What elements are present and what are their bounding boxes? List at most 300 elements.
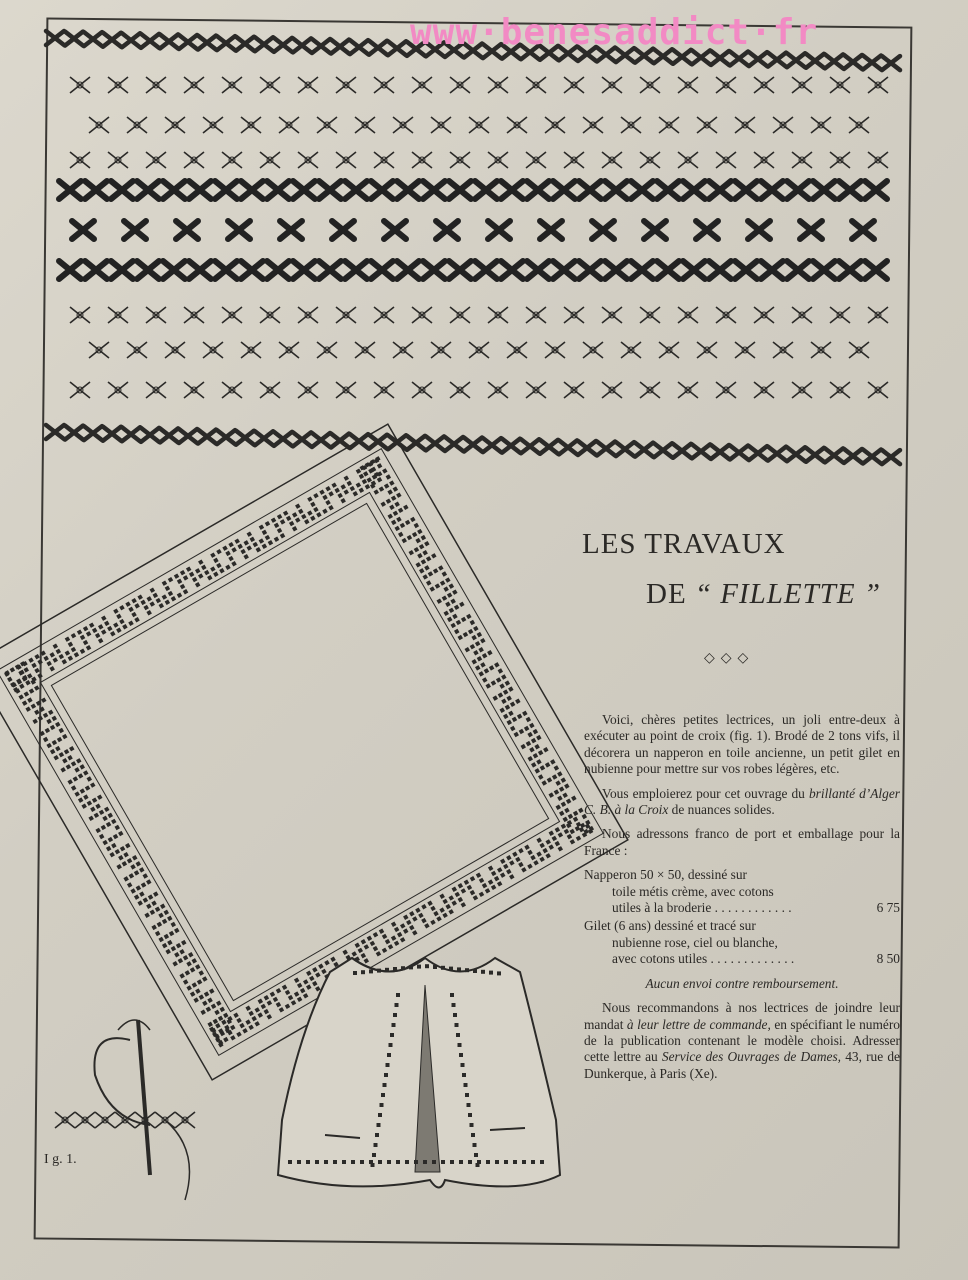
napkin-stitch: [207, 575, 212, 580]
napkin-stitch: [223, 1013, 228, 1018]
napkin-stitch: [147, 596, 152, 601]
dark-cross: [137, 261, 159, 279]
napkin-stitch: [134, 603, 139, 608]
napkin-stitch: [550, 759, 555, 764]
vest-stitch: [393, 1013, 397, 1017]
outline-cross: [526, 382, 546, 398]
outline-cross: [488, 382, 508, 398]
napkin-stitch: [111, 843, 116, 848]
dark-cross: [592, 221, 614, 239]
napkin-stitch: [256, 547, 261, 552]
napkin-stitch: [165, 586, 170, 591]
napkin-stitch: [283, 510, 288, 515]
napkin-stitch: [115, 825, 120, 830]
napkin-stitch: [479, 878, 484, 883]
napkin-stitch: [421, 904, 426, 909]
napkin-stitch: [313, 493, 318, 498]
napkin-stitch: [479, 671, 484, 676]
napkin-stitch: [83, 770, 88, 775]
napkin-stitch: [473, 895, 478, 900]
napkin-stitch: [506, 695, 511, 700]
figure-label: I g. 1.: [44, 1152, 77, 1167]
napkin-stitch: [201, 565, 206, 570]
dark-cross: [735, 261, 757, 279]
napkin-stitch: [416, 562, 421, 567]
vest-stitch: [360, 1160, 364, 1164]
napkin-stitch: [213, 572, 218, 577]
napkin-stitch: [417, 529, 422, 534]
vest-stitch: [449, 967, 453, 971]
dark-cross: [293, 261, 315, 279]
dark-cross: [319, 261, 341, 279]
napkin-stitch: [220, 1007, 225, 1012]
napkin-stitch: [529, 723, 534, 728]
napkin-stitch: [388, 514, 393, 519]
top-cross-band: [160, 34, 178, 48]
outline-cross: [849, 342, 869, 358]
napkin-stitch: [555, 827, 560, 832]
vest-stitch: [471, 1133, 475, 1137]
napkin-stitch: [527, 864, 532, 869]
outline-cross: [260, 382, 280, 398]
napkin-stitch: [437, 598, 442, 603]
napkin-stitch: [218, 1016, 223, 1021]
napkin-stitch: [519, 729, 524, 734]
napkin-stitch: [507, 720, 512, 725]
napkin-stitch: [132, 855, 137, 860]
napkin-stitch: [521, 744, 526, 749]
napkin-stitch: [470, 890, 475, 895]
napkin-stitch: [160, 904, 165, 909]
dark-cross: [761, 261, 783, 279]
napkin-stitch: [503, 864, 508, 869]
vest-stitch: [497, 971, 501, 975]
napkin-stitch: [73, 776, 78, 781]
outline-cross: [393, 342, 413, 358]
napkin-stitch: [195, 988, 200, 993]
napkin-stitch: [216, 563, 221, 568]
dark-cross: [189, 261, 211, 279]
napkin-stitch: [470, 876, 475, 881]
napkin-stitch: [66, 764, 71, 769]
napkin-stitch: [27, 697, 32, 702]
outline-cross: [108, 152, 128, 168]
outline-cross: [811, 342, 831, 358]
napkin-stitch: [400, 923, 405, 928]
outline-cross: [89, 342, 109, 358]
price-line: avec cotons utiles . . . . . . . . . . . . .: [612, 951, 795, 967]
dark-cross: [345, 181, 367, 199]
napkin-stitch: [158, 913, 163, 918]
dark-cross: [436, 221, 458, 239]
vest-stitch: [375, 1133, 379, 1137]
napkin-stitch: [566, 799, 571, 804]
vest-stitch: [495, 1160, 499, 1164]
dark-cross: [657, 181, 679, 199]
napkin-stitch: [87, 800, 92, 805]
napkin-stitch: [85, 785, 90, 790]
napkin-stitch: [536, 759, 541, 764]
napkin-stitch: [402, 538, 407, 543]
napkin-stitch: [539, 857, 544, 862]
bottom-cross-band: [749, 446, 767, 460]
napkin-stitch: [258, 999, 263, 1004]
napkin-stitch: [367, 477, 372, 482]
outline-cross: [450, 152, 470, 168]
napkin-stitch: [291, 1000, 296, 1005]
napkin-stitch: [102, 840, 107, 845]
napkin-stitch: [179, 973, 184, 978]
vest-stitch: [417, 965, 421, 969]
napkin-stitch: [210, 552, 215, 557]
bottom-cross-band: [635, 443, 653, 457]
napkin-stitch: [412, 930, 417, 935]
napkin-stitch: [531, 762, 536, 767]
dark-cross: [267, 261, 289, 279]
bottom-cross-band: [711, 445, 729, 459]
napkin-stitch: [52, 716, 57, 721]
top-cross-band: [198, 36, 216, 50]
outline-cross: [222, 382, 242, 398]
napkin-stitch: [355, 943, 360, 948]
vest-stitch: [389, 1043, 393, 1047]
napkin-stitch: [74, 791, 79, 796]
vest-drawing: [278, 958, 560, 1188]
napkin-stitch: [549, 792, 554, 797]
top-cross-band: [84, 32, 102, 46]
napkin-stitch: [364, 958, 369, 963]
napkin-stitch: [442, 571, 447, 576]
napkin-stitch: [394, 941, 399, 946]
napkin-stitch: [40, 650, 45, 655]
napkin-stitch: [407, 535, 412, 540]
outline-cross: [412, 382, 432, 398]
vest-stitch: [425, 964, 429, 968]
napkin-stitch: [570, 829, 575, 834]
vest-stitch: [441, 966, 445, 970]
napkin-stitch: [394, 927, 399, 932]
dark-cross: [553, 261, 575, 279]
napkin-stitch: [424, 565, 429, 570]
napkin-stitch: [562, 792, 567, 797]
napkin-stitch: [162, 580, 167, 585]
napkin-stitch: [508, 711, 513, 716]
napkin-stitch: [359, 474, 364, 479]
napkin-stitch: [303, 979, 308, 984]
napkin-stitch: [210, 566, 215, 571]
vest-stitch: [459, 1160, 463, 1164]
napkin-stitch: [473, 626, 478, 631]
napkin-stitch: [104, 807, 109, 812]
outline-cross: [203, 342, 223, 358]
napkin-stitch: [449, 608, 454, 613]
bottom-cross-band: [863, 450, 881, 464]
napkin-stitch: [192, 577, 197, 582]
napkin-stitch: [19, 684, 24, 689]
napkin-stitch: [97, 794, 102, 799]
napkin-stitch: [34, 668, 39, 673]
dark-cross: [163, 261, 185, 279]
napkin-stitch: [512, 852, 517, 857]
napkin-stitch: [146, 610, 151, 615]
napkin-stitch: [243, 554, 248, 559]
napkin-stitch: [95, 804, 100, 809]
napkin-stitch: [198, 559, 203, 564]
vest-stitch: [458, 1043, 462, 1047]
outline-cross: [602, 382, 622, 398]
napkin-stitch: [151, 900, 156, 905]
napkin-stitch: [95, 633, 100, 638]
napkin-stitch: [552, 774, 557, 779]
napkin-stitch: [276, 988, 281, 993]
napkin-stitch: [533, 753, 538, 758]
napkin-stitch: [382, 468, 387, 473]
napkin-stitch: [463, 632, 468, 637]
napkin-stitch: [180, 570, 185, 575]
napkin-stitch: [576, 836, 581, 841]
vest-stitch: [390, 1033, 394, 1037]
outline-cross: [184, 77, 204, 93]
vest-stitch: [405, 1160, 409, 1164]
outline-cross: [412, 307, 432, 323]
napkin-stitch: [557, 771, 562, 776]
napkin-stitch: [250, 537, 255, 542]
napkin-stitch: [186, 985, 191, 990]
napkin-stitch: [508, 686, 513, 691]
napkin-stitch: [325, 486, 330, 491]
dark-cross: [865, 181, 887, 199]
napkin-stitch: [310, 502, 315, 507]
napkin-stitch: [477, 656, 482, 661]
napkin-stitch: [412, 532, 417, 537]
napkin-stitch: [25, 706, 30, 711]
napkin-stitch: [92, 797, 97, 802]
napkin-stitch: [37, 673, 42, 678]
vest-stitch: [342, 1160, 346, 1164]
vest-stitch: [450, 1160, 454, 1164]
napkin-stitch: [430, 586, 435, 591]
vest-stitch: [396, 993, 400, 997]
bottom-cross-band: [464, 438, 482, 452]
napkin-stitch: [276, 1002, 281, 1007]
napkin-stitch: [167, 940, 172, 945]
notice-no-cod: Aucun envoi contre remboursement.: [645, 975, 839, 991]
napkin-stitch: [294, 978, 299, 983]
napkin-stitch: [280, 519, 285, 524]
outline-cross: [792, 382, 812, 398]
napkin-stitch: [330, 957, 335, 962]
napkin-stitch: [89, 622, 94, 627]
napkin-stitch: [505, 705, 510, 710]
napkin-stitch: [116, 628, 121, 633]
vest-stitch: [324, 1160, 328, 1164]
ordering-text: Nous recommandons à nos lectrices de joindre leur mandat: [584, 1000, 900, 1032]
napkin-stitch: [292, 526, 297, 531]
napkin-stitch: [443, 586, 448, 591]
napkin-stitch: [439, 894, 444, 899]
bottom-cross-band: [502, 439, 520, 453]
dark-cross: [501, 181, 523, 199]
napkin-stitch: [50, 749, 55, 754]
napkin-stitch: [447, 592, 452, 597]
napkin-stitch: [120, 846, 125, 851]
napkin-stitch: [306, 984, 311, 989]
napkin-stitch: [564, 808, 569, 813]
outline-cross: [488, 152, 508, 168]
outline-cross: [488, 77, 508, 93]
outline-cross: [393, 117, 413, 133]
napkin-stitch: [359, 488, 364, 493]
napkin-stitch: [499, 683, 504, 688]
napkin-stitch: [555, 780, 560, 785]
outline-cross: [241, 342, 261, 358]
napkin-stitch: [265, 521, 270, 526]
outline-cross: [469, 342, 489, 358]
napkin-stitch: [542, 780, 547, 785]
napkin-stitch: [39, 707, 44, 712]
napkin-stitch: [451, 623, 456, 628]
napkin-stitch: [270, 992, 275, 997]
bottom-cross-band: [483, 438, 501, 452]
dark-cross: [488, 221, 510, 239]
dark-cross: [683, 261, 705, 279]
napkin-stitch: [104, 621, 109, 626]
ordering-text-2: en spécifiant le numéro de la publication contenant le modèle choisi. Adresser cette lettre au: [584, 1016, 900, 1065]
napkin-stitch: [536, 838, 541, 843]
dark-cross: [475, 181, 497, 199]
napkin-stitch: [87, 776, 92, 781]
napkin-stitch: [240, 549, 245, 554]
napkin-stitch: [557, 795, 562, 800]
napkin-stitch: [45, 728, 50, 733]
outline-cross: [450, 382, 470, 398]
dark-cross: [319, 181, 341, 199]
napkin-stitch: [213, 1019, 218, 1024]
napkin-stitch: [192, 982, 197, 987]
napkin-stitch: [398, 508, 403, 513]
napkin-stitch: [247, 531, 252, 536]
dark-cross: [397, 261, 419, 279]
napkin-stitch: [165, 949, 170, 954]
outline-cross: [830, 77, 850, 93]
dark-cross: [59, 181, 81, 199]
napkin-stitch: [575, 826, 580, 831]
napkin-stitch: [501, 698, 506, 703]
price-row: [584, 900, 900, 916]
napkin-stitch: [43, 737, 48, 742]
napkin-stitch: [146, 903, 151, 908]
outline-cross: [526, 307, 546, 323]
dark-cross: [839, 261, 861, 279]
napkin-stitch: [67, 779, 72, 784]
dark-cross: [176, 221, 198, 239]
dark-cross: [59, 261, 81, 279]
top-cross-band: [730, 52, 748, 66]
napkin-stitch: [90, 807, 95, 812]
napkin-stitch: [316, 512, 321, 517]
napkin-stitch: [389, 480, 394, 485]
napkin-stitch: [183, 589, 188, 594]
dark-cross: [501, 261, 523, 279]
bottom-cross-band: [768, 447, 786, 461]
napkin-stitch: [497, 881, 502, 886]
napkin-stitch: [445, 904, 450, 909]
bottom-cross-band: [293, 432, 311, 446]
napkin-stitch: [444, 611, 449, 616]
price-line: utiles à la broderie . . . . . . . . . . . .: [612, 900, 792, 916]
napkin-stitch: [526, 717, 531, 722]
dark-cross: [241, 181, 263, 199]
napkin-stitch: [280, 533, 285, 538]
napkin-stitch: [288, 995, 293, 1000]
napkin-stitch: [370, 941, 375, 946]
napkin-stitch: [497, 867, 502, 872]
napkin-stitch: [406, 920, 411, 925]
napkin-stitch: [68, 656, 73, 661]
outline-cross: [146, 152, 166, 168]
napkin-stitch: [22, 700, 27, 705]
napkin-stitch: [459, 602, 464, 607]
outline-cross: [279, 342, 299, 358]
napkin-stitch: [156, 598, 161, 603]
outline-cross: [222, 152, 242, 168]
top-cross-band: [65, 32, 83, 46]
demo-stitch: [95, 1112, 115, 1128]
napkin-stitch: [307, 510, 312, 515]
napkin-stitch: [171, 922, 176, 927]
napkin-stitch: [423, 574, 428, 579]
dark-cross: [423, 181, 445, 199]
napkin-stitch: [549, 831, 554, 836]
napkin-stitch: [426, 556, 431, 561]
napkin-stitch: [353, 491, 358, 496]
vest-stitch: [441, 1160, 445, 1164]
vest-stitch: [333, 1160, 337, 1164]
napkin-stitch: [421, 535, 426, 540]
napkin-stitch: [506, 869, 511, 874]
napkin-stitch: [500, 708, 505, 713]
price-line: Napperon 50 × 50, dessiné sur: [584, 867, 748, 883]
outline-cross: [640, 382, 660, 398]
napkin-stitch: [116, 614, 121, 619]
paragraph-shipping: Nous adressons franco de port et emballage pour la France :: [584, 826, 900, 858]
napkin-stitch: [482, 677, 487, 682]
napkin-stitch: [57, 737, 62, 742]
napkin-stitch: [461, 902, 466, 907]
napkin-stitch: [106, 822, 111, 827]
napkin-stitch: [545, 762, 550, 767]
vest-stitch: [378, 1113, 382, 1117]
napkin-stitch: [261, 1004, 266, 1009]
napkin-stitch: [285, 990, 290, 995]
bottom-cross-band: [255, 431, 273, 445]
napkin-stitch: [71, 633, 76, 638]
napkin-stitch: [277, 528, 282, 533]
napkin-stitch: [28, 657, 33, 662]
vest-stitch: [462, 1073, 466, 1077]
napkin-stitch: [64, 749, 69, 754]
napkin-stitch: [365, 484, 370, 489]
vest-stitch: [386, 1063, 390, 1067]
price-line: toile métis crème, avec cotons: [612, 883, 774, 899]
napkin-stitch: [230, 1035, 235, 1040]
napkin-stitch: [389, 505, 394, 510]
napkin-stitch: [545, 853, 550, 858]
vest-stitch: [452, 1003, 456, 1007]
napkin-stitch: [509, 860, 514, 865]
napkin-stitch: [74, 767, 79, 772]
napkin-stitch: [171, 596, 176, 601]
